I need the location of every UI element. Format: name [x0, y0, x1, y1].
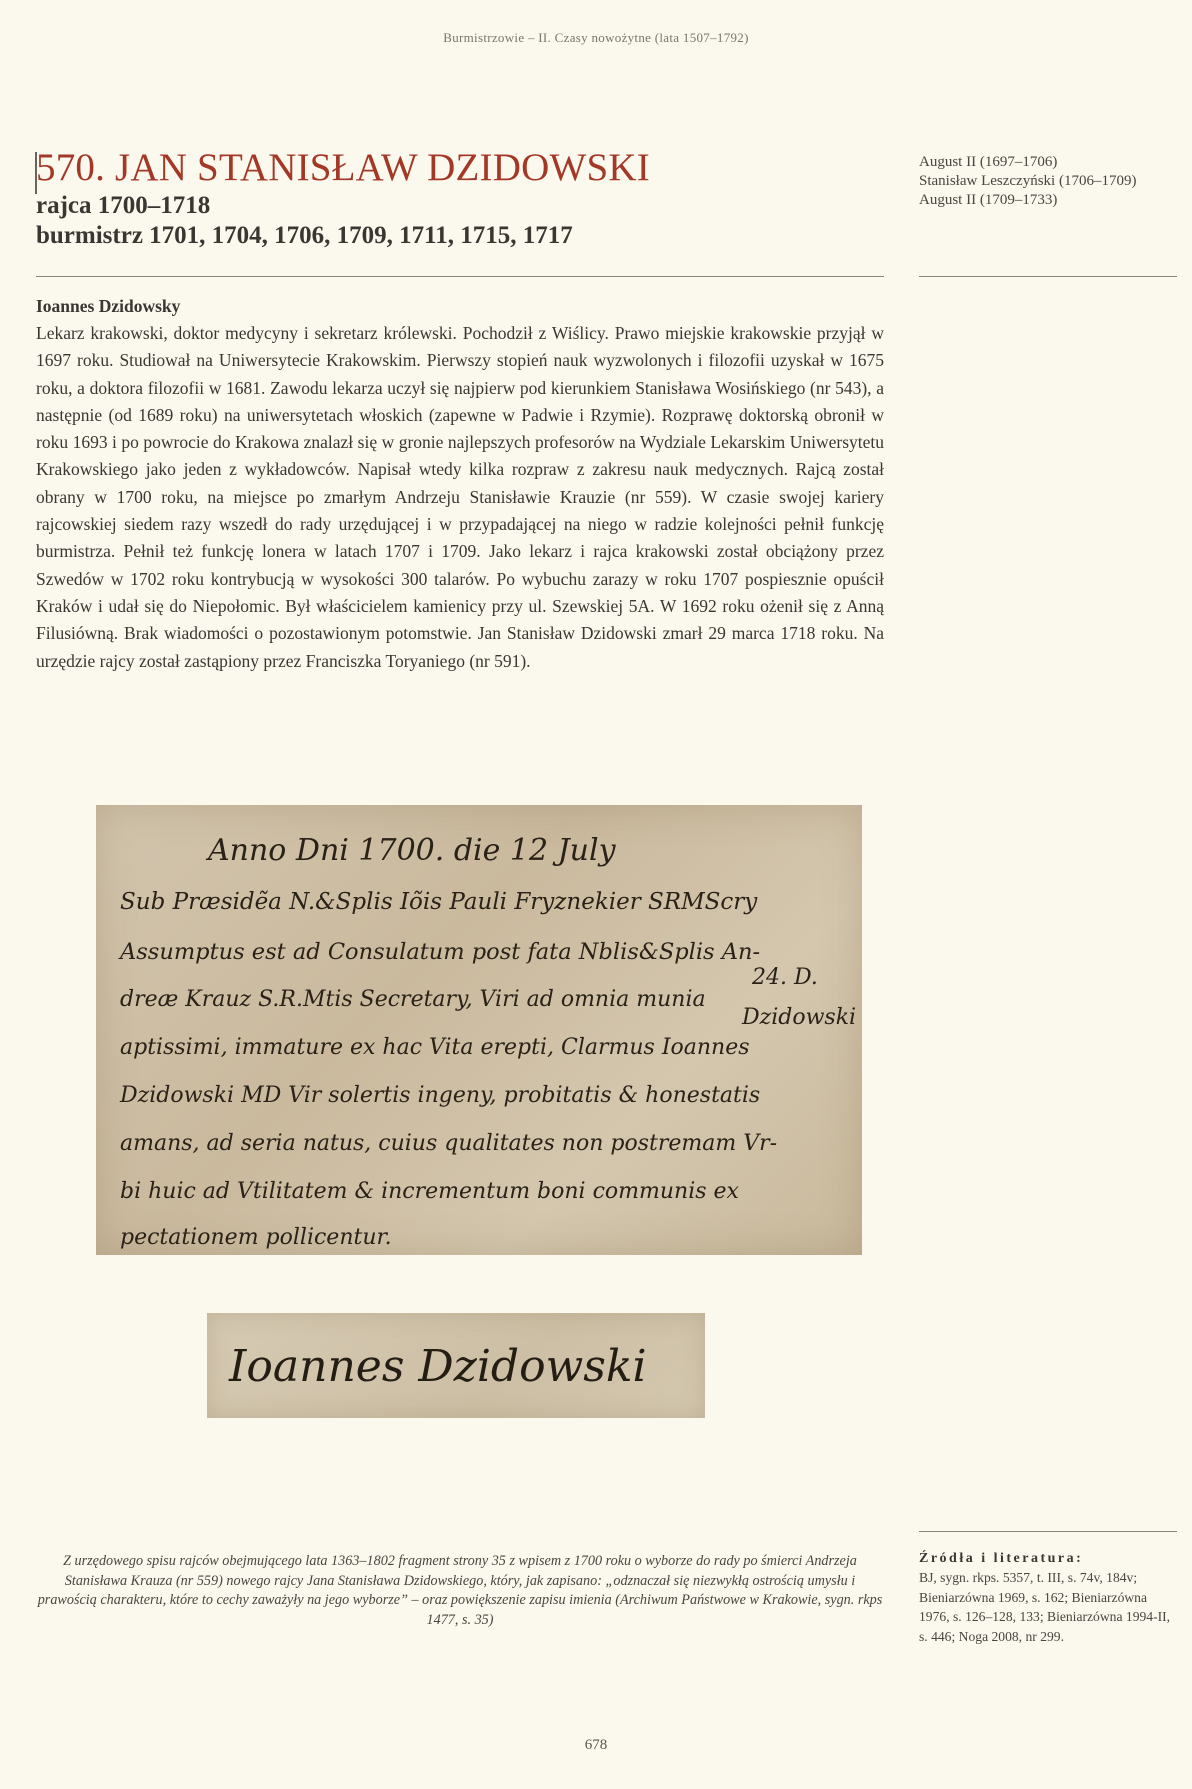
manuscript-line: dreæ Krauz S.R.Mtis Secretary, Viri ad omnia munia — [120, 987, 706, 1012]
manuscript-facsimile — [96, 805, 862, 1255]
manuscript-margin-note: 24. D. — [752, 965, 818, 990]
manuscript-line: Sub Præsidẽa N.&Splis Iõis Pauli Fryznekier SRMScry — [120, 889, 758, 915]
figure-caption: Z urzędowego spisu rajców obejmującego lata 1363–1802 fragment strony 35 z wpisem z 1700 roku o wyborze do rady po śmierci Andrzeja Stanisława Krauza (nr 559) nowego rajcy Jana Stanisława Dzidowskiego, który, jak zapisano: „odznaczał się niezwykłą ostrością umysłu i prawością charakteru, które to cechy zaważyły na jego wyborze” – oraz powiększenie zapisu imienia (Archiwum Państwowe w Krakowie, sygn. rkps 1477, s. 35) — [37, 1553, 883, 1628]
signature-enlargement — [207, 1313, 705, 1418]
latin-name: Ioannes Dzidowsky — [36, 296, 181, 316]
manuscript-line: aptissimi, immature ex hac Vita erepti, Clarmus Ioannes — [120, 1035, 750, 1060]
office-burmistrz: burmistrz 1701, 1704, 1706, 1709, 1711, 1715, 1717 — [36, 222, 573, 249]
manuscript-line: Anno Dni 1700. die 12 July — [208, 833, 616, 868]
manuscript-margin-note: Dzidowski — [742, 1005, 857, 1030]
running-header: Burmistrzowie – II. Czasy nowożytne (lata 1507–1792) — [443, 30, 749, 45]
reign-item: Stanisław Leszczyński (1706–1709) — [919, 173, 1137, 189]
reign-item: August II (1697–1706) — [919, 154, 1058, 170]
entry-title-block — [36, 145, 886, 251]
office-rajca: rajca 1700–1718 — [36, 192, 211, 219]
sources-text: BJ, sygn. rkps. 5357, t. III, s. 74v, 184v; Bieniarzówna 1969, s. 162; Bieniarzówna 1976, s. 126–128, 133; Bieniarzówna 1994-II, s. 446; Noga 2008, nr 299. — [919, 1570, 1171, 1644]
sidebar-divider — [919, 276, 1177, 277]
title-divider — [36, 276, 884, 277]
manuscript-line: Assumptus est ad Consulatum post fata Nblis&Splis An- — [120, 939, 761, 965]
sources-title: Źródła i literatura: — [919, 1551, 1084, 1566]
entry-title: 570. JAN STANISŁAW DZIDOWSKI — [36, 146, 650, 189]
signature-text: Ioannes Dzidowski — [229, 1341, 647, 1392]
manuscript-line: bi huic ad Vtilitatem & incrementum boni communis ex — [120, 1179, 739, 1204]
biography-text: Lekarz krakowski, doktor medycyny i sekretarz królewski. Pochodził z Wiślicy. Prawo miejskie krakowskie przyjął w 1697 roku. Studiował na Uniwersytecie Krakowskim. Pierwszy stopień nauk wyzwolonych i filozofii uzyskał w 1675 roku, a doktora filozofii w 1681. Zawodu lekarza uczył się najpierw pod kierunkiem Stanisława Wosińskiego (nr 543), a następnie (od 1689 roku) na uniwersytetach włoskich (zapewne w Padwie i Rzymie). Rozprawę doktorską obronił w roku 1693 i po powrocie do Krakowa znalazł się w gronie najlepszych profesorów na Wydziale Lekarskim Uniwersytetu Krakowskiego jako jeden z wykładowców. Napisał wtedy kilka rozpraw z zakresu nauk medycznych. Rajcą został obrany w 1700 roku, na miejsce po zmarłym Andrzeju Stanisławie Krauzie (nr 559). W czasie swojej kariery rajcowskiej siedem razy wszedł do rady urzędującej i w przypadającej na niego w radzie kolejności pełnił funkcję burmistrza. Pełnił też funkcję lonera w latach 1707 i 1709. Jako lekarz i rajca krakowski został obciążony przez Szwedów w 1702 roku kontrybucją w wysokości 300 talarów. Po wybuchu zarazy w roku 1707 pospiesznie opuścił Kraków i udał się do Niepołomic. Był właścicielem kamienicy przy ul. Szewskiej 5A. W 1692 roku ożenił się z Anną Filusiówną. Brak wiadomości o pozostawionym potomstwie. Jan Stanisław Dzidowski zmarł 29 marca 1718 roku. Na urzędzie rajcy został zastąpiony przez Franciszka Toryaniego (nr 591). — [36, 323, 884, 671]
page-number: 678 — [584, 1737, 608, 1753]
manuscript-line: Dzidowski MD Vir solertis ingeny, probitatis & honestatis — [120, 1083, 761, 1108]
biography-block — [36, 293, 884, 675]
reign-item: August II (1709–1733) — [919, 192, 1058, 208]
manuscript-line: amans, ad seria natus, cuius qualitates non postremam Vr- — [120, 1131, 778, 1156]
sources-block — [919, 1549, 1179, 1646]
reigns-list — [919, 153, 1179, 210]
manuscript-line: pectationem pollicentur. — [120, 1225, 392, 1250]
sources-divider — [919, 1531, 1177, 1532]
